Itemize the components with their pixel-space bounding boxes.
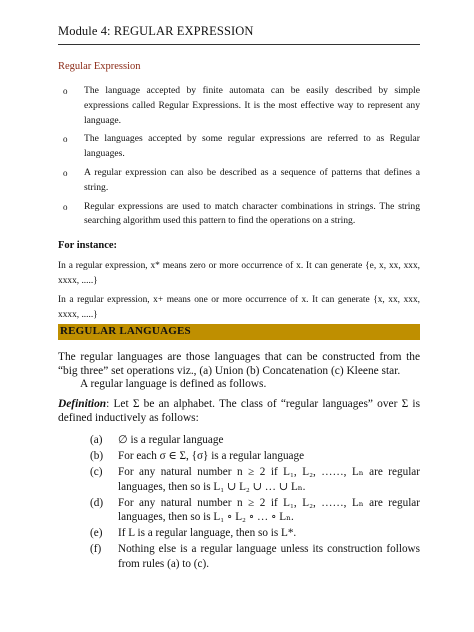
list-item <box>58 166 420 196</box>
definition-label: Definition <box>58 398 107 410</box>
rule-text: Nothing else is a regular language unless its construction follows from rules (a) to (c). <box>118 543 420 570</box>
rule-text: If L is a regular language, then so is L*. <box>118 527 297 540</box>
rule-item <box>90 526 420 540</box>
bullet-list <box>58 84 420 233</box>
list-item <box>58 200 420 230</box>
band-title: REGULAR LANGUAGES <box>60 325 191 337</box>
rule-label: (e) <box>90 527 103 540</box>
section-title: Regular Expression <box>58 61 141 72</box>
rule-text: For each σ ∈ Σ, {σ} is a regular language <box>118 450 305 463</box>
page-header: Module 4: REGULAR EXPRESSION <box>58 24 254 38</box>
rule-text: ∅ is a regular language <box>118 434 224 446</box>
instance-paragraph-2: In a regular expression, x+ means one or more occurrence of x. It can generate {x, xx, xxx, xxxx, .....} <box>58 295 420 320</box>
definition-paragraph <box>58 397 420 425</box>
rule-label: (b) <box>90 450 104 463</box>
rule-text: For any natural number n ≥ 2 if L₁, L₂, ……, Lₙ are regular languages, then so is L₁ ∘ L₂ ∘ … ∘ Lₙ. <box>118 496 420 524</box>
section-band <box>58 324 420 340</box>
bullet-text: The language accepted by finite automata can be easily described by simple expressions called Regular Expressions. It is the most effective way to represent any language. <box>84 85 420 126</box>
rule-label: (c) <box>90 466 103 479</box>
rule-label: (d) <box>90 496 104 509</box>
instance-paragraph-1: In a regular expression, x* means zero or more occurrence of x. It can generate {e, x, xx, xxx, xxxx, .....} <box>58 261 420 286</box>
bullet-marker: o <box>63 201 68 212</box>
bullet-marker: o <box>63 86 68 96</box>
rules-list <box>90 433 420 573</box>
bullet-text: A regular expression can also be described as a sequence of patterns that defines a string. <box>84 166 420 193</box>
bullet-marker: o <box>63 167 68 178</box>
rule-item <box>90 542 420 570</box>
definition-text: : Let Σ be an alphabet. The class of “regular languages” over Σ is defined inductively as follows: <box>58 398 420 425</box>
bullet-marker: o <box>63 134 68 145</box>
rule-item <box>90 433 420 447</box>
header-divider <box>58 44 420 45</box>
indented-line: A regular language is defined as follows. <box>80 378 267 390</box>
bullet-text: Regular expressions are used to match character combinations in strings. The string searching algorithm used this pattern to find the operations on a string. <box>84 200 420 227</box>
bullet-text: The languages accepted by some regular expressions are referred to as Regular languages. <box>84 133 420 160</box>
list-item <box>58 84 420 128</box>
rule-label: (f) <box>90 543 102 556</box>
instance-heading: For instance: <box>58 240 118 251</box>
list-item <box>58 132 420 162</box>
intro-paragraph: The regular languages are those languages that can be constructed from the “big three” set operations viz., (a) Union (b) Concatenation (c) Kleene star. <box>58 351 420 378</box>
rule-item <box>90 465 420 493</box>
rule-label: (a) <box>90 434 103 446</box>
rule-text: For any natural number n ≥ 2 if L₁, L₂, ……, Lₙ are regular languages, then so is L₁ ∪ L₂ ∪ … ∪ Lₙ. <box>118 466 420 493</box>
rule-item <box>90 496 420 524</box>
rule-item <box>90 449 420 463</box>
